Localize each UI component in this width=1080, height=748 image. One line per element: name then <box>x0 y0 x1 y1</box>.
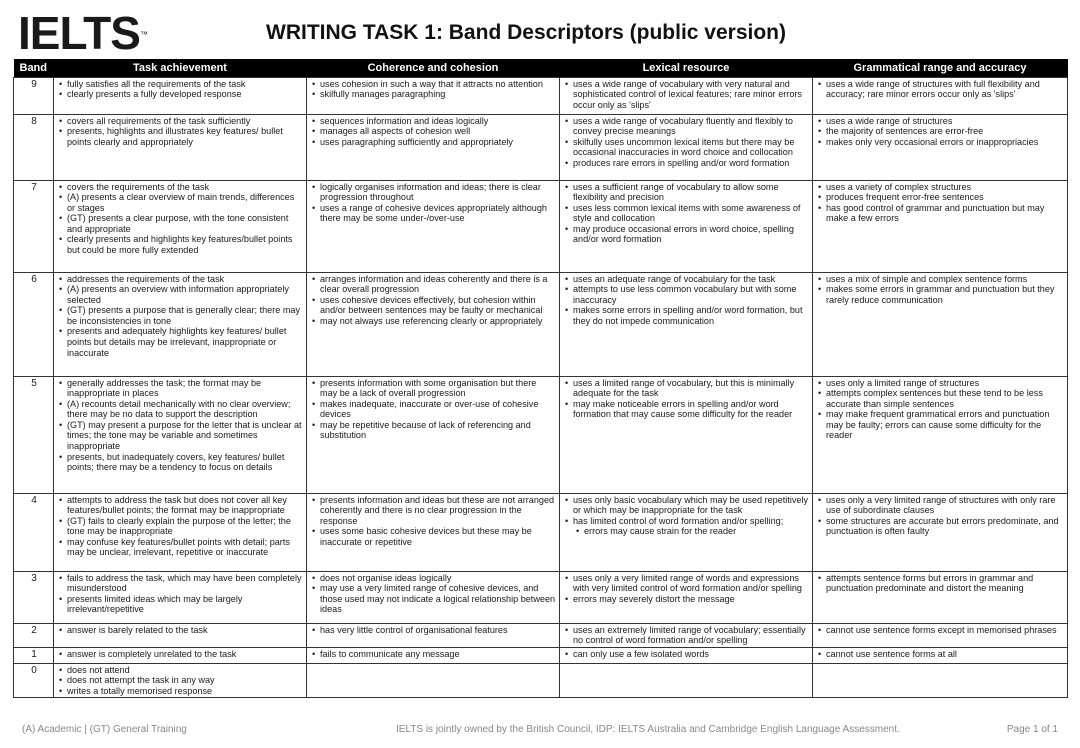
footer-page-number: Page 1 of 1 <box>1006 724 1058 735</box>
descriptor-list <box>311 274 556 327</box>
descriptor-item: • cannot use sentence forms except in memorised phrases <box>817 625 1064 636</box>
descriptor-item: • errors may severely distort the message <box>564 594 809 605</box>
descriptor-item: • (GT) presents a purpose that is generally clear; there may be inconsistencies in tone <box>58 305 303 326</box>
descriptor-item: • attempts sentence forms but errors in grammar and punctuation predominate and distort the meaning <box>817 573 1064 594</box>
band-number: 5 <box>14 376 54 493</box>
descriptor-item: • cannot use sentence forms at all <box>817 649 1064 660</box>
descriptor-list <box>58 79 303 100</box>
descriptor-item: • uses only a very limited range of words and expressions with very limited control of word formation and/or spelling <box>564 573 809 594</box>
descriptor-cell-cc <box>307 493 560 571</box>
descriptor-cell-gr <box>813 376 1068 493</box>
descriptor-item: • answer is barely related to the task <box>58 625 303 636</box>
descriptor-list <box>817 378 1064 442</box>
descriptor-item: • may make noticeable errors in spelling and/or word formation that may cause some difficulty for the reader <box>564 399 809 420</box>
descriptor-item: • uses an extremely limited range of vocabulary; essentially no control of word formation and/or spelling <box>564 625 809 646</box>
descriptor-list <box>311 625 556 636</box>
trademark-symbol: ™ <box>139 30 148 39</box>
page-title: WRITING TASK 1: Band Descriptors (public version) <box>266 21 786 44</box>
descriptor-item: • may confuse key features/bullet points with detail; parts may be unclear, irrelevant, repetitive or inaccurate <box>58 537 303 558</box>
descriptor-list <box>311 182 556 224</box>
descriptor-list <box>58 182 303 256</box>
descriptor-item: • uses a sufficient range of vocabulary to allow some flexibility and precision <box>564 182 809 203</box>
descriptor-cell-ta <box>54 180 307 272</box>
descriptor-list <box>564 649 809 660</box>
descriptor-cell-cc <box>307 272 560 376</box>
descriptor-item: • uses a wide range of structures <box>817 116 1064 127</box>
descriptor-item: • fully satisfies all the requirements of the task <box>58 79 303 90</box>
descriptor-item: • uses a wide range of vocabulary with very natural and sophisticated control of lexical features; rare minor errors occur only as 'slips' <box>564 79 809 111</box>
header-lexical-resource: Lexical resource <box>560 59 813 77</box>
descriptor-item: • clearly presents a fully developed response <box>58 89 303 100</box>
descriptor-list <box>817 573 1064 594</box>
ielts-logo: IELTS™ <box>18 7 148 59</box>
band-number: 9 <box>14 77 54 114</box>
descriptor-item: • uses only basic vocabulary which may be used repetitively or which may be inappropriate for the task <box>564 495 809 516</box>
descriptor-list <box>564 378 809 420</box>
header-grammatical-range: Grammatical range and accuracy <box>813 59 1068 77</box>
descriptor-item: • may produce occasional errors in word choice, spelling and/or word formation <box>564 224 809 245</box>
descriptor-item: • attempts to address the task but does not cover all key features/bullet points; the format may be inappropriate <box>58 495 303 516</box>
descriptor-cell-cc <box>307 663 560 698</box>
descriptor-item: • (A) presents an overview with information appropriately selected <box>58 284 303 305</box>
descriptor-cell-gr <box>813 647 1068 663</box>
footer-ownership: IELTS is jointly owned by the British Council, IDP: IELTS Australia and Cambridge English Language Assessment. <box>396 724 900 735</box>
descriptor-list <box>311 116 556 148</box>
band-descriptor-table <box>13 59 1068 698</box>
descriptor-item: • answer is completely unrelated to the task <box>58 649 303 660</box>
descriptor-item: • has good control of grammar and punctuation but may make a few errors <box>817 203 1064 224</box>
descriptor-item: • presents limited ideas which may be largely irrelevant/repetitive <box>58 594 303 615</box>
descriptor-item: • writes a totally memorised response <box>58 686 303 697</box>
descriptor-list <box>58 665 303 697</box>
descriptor-item: • uses a wide range of structures with full flexibility and accuracy; rare minor errors occur only as 'slips' <box>817 79 1064 100</box>
descriptor-item: • (A) recounts detail mechanically with no clear overview; there may be no data to support the description <box>58 399 303 420</box>
descriptor-list <box>58 649 303 660</box>
descriptor-list <box>311 495 556 548</box>
descriptor-list <box>311 378 556 442</box>
band-row-8 <box>14 114 1068 180</box>
band-row-9 <box>14 77 1068 114</box>
descriptor-item: • may be repetitive because of lack of referencing and substitution <box>311 420 556 441</box>
descriptor-item: • does not attend <box>58 665 303 676</box>
descriptor-cell-cc <box>307 623 560 647</box>
descriptor-cell-ta <box>54 77 307 114</box>
descriptor-cell-ta <box>54 571 307 623</box>
descriptor-item: • attempts complex sentences but these tend to be less accurate than simple sentences <box>817 388 1064 409</box>
descriptor-cell-gr <box>813 114 1068 180</box>
descriptor-item: • may use a very limited range of cohesive devices, and those used may not indicate a logical relationship between ideas <box>311 583 556 615</box>
descriptor-item: • produces frequent error-free sentences <box>817 192 1064 203</box>
header-band: Band <box>14 59 54 77</box>
descriptor-cell-gr <box>813 571 1068 623</box>
band-number: 8 <box>14 114 54 180</box>
descriptor-cell-cc <box>307 77 560 114</box>
band-row-6 <box>14 272 1068 376</box>
descriptor-cell-gr <box>813 272 1068 376</box>
descriptor-cell-lr <box>560 647 813 663</box>
descriptor-list <box>817 274 1064 306</box>
descriptor-cell-cc <box>307 376 560 493</box>
band-row-4 <box>14 493 1068 571</box>
descriptor-item: • uses only a limited range of structures <box>817 378 1064 389</box>
descriptor-cell-lr <box>560 272 813 376</box>
descriptor-item: • has limited control of word formation and/or spelling; <box>564 516 809 527</box>
descriptor-item: • (GT) presents a clear purpose, with the tone consistent and appropriate <box>58 213 303 234</box>
band-row-5 <box>14 376 1068 493</box>
descriptor-item: • (A) presents a clear overview of main trends, differences or stages <box>58 192 303 213</box>
descriptor-item: • skilfully uses uncommon lexical items but there may be occasional inaccuracies in word choice and collocation <box>564 137 809 158</box>
descriptor-cell-lr <box>560 114 813 180</box>
descriptor-cell-cc <box>307 571 560 623</box>
descriptor-item: • generally addresses the task; the format may be inappropriate in places <box>58 378 303 399</box>
descriptor-item: • clearly presents and highlights key features/bullet points but could be more fully extended <box>58 234 303 255</box>
descriptor-cell-gr <box>813 77 1068 114</box>
descriptor-item: • makes inadequate, inaccurate or over-use of cohesive devices <box>311 399 556 420</box>
descriptor-list <box>58 274 303 359</box>
descriptor-cell-ta <box>54 663 307 698</box>
descriptor-list <box>58 495 303 559</box>
descriptor-list <box>564 116 809 169</box>
descriptor-list <box>58 573 303 615</box>
descriptor-cell-ta <box>54 493 307 571</box>
descriptor-item: • uses a wide range of vocabulary fluently and flexibly to convey precise meanings <box>564 116 809 137</box>
descriptor-list <box>817 625 1064 636</box>
header-task-achievement: Task achievement <box>54 59 307 77</box>
descriptor-item: • manages all aspects of cohesion well <box>311 126 556 137</box>
descriptor-item: • uses a variety of complex structures <box>817 182 1064 193</box>
descriptor-list <box>817 649 1064 660</box>
descriptor-item: • makes some errors in grammar and punctuation but they rarely reduce communication <box>817 284 1064 305</box>
descriptor-item: • covers all requirements of the task sufficiently <box>58 116 303 127</box>
descriptor-item: • presents information and ideas but these are not arranged coherently and there is no clear progression in the response <box>311 495 556 527</box>
descriptor-list <box>564 274 809 327</box>
band-number: 2 <box>14 623 54 647</box>
table-header-row <box>14 59 1068 77</box>
descriptor-cell-ta <box>54 623 307 647</box>
descriptor-item: • uses cohesive devices effectively, but cohesion within and/or between sentences may be faulty or mechanical <box>311 295 556 316</box>
descriptor-cell-ta <box>54 272 307 376</box>
descriptor-item: • uses a range of cohesive devices appropriately although there may be some under-/over-use <box>311 203 556 224</box>
descriptor-cell-gr <box>813 180 1068 272</box>
descriptor-item: • (GT) may present a purpose for the letter that is unclear at times; the tone may be variable and sometimes inappropriate <box>58 420 303 452</box>
footer-legend: (A) Academic | (GT) General Training <box>22 724 187 735</box>
descriptor-item: • fails to communicate any message <box>311 649 556 660</box>
descriptor-item: • uses a limited range of vocabulary, but this is minimally adequate for the task <box>564 378 809 399</box>
descriptor-list <box>58 116 303 148</box>
descriptor-cell-lr <box>560 77 813 114</box>
descriptor-subitem: • errors may cause strain for the reader <box>564 526 809 537</box>
descriptor-item: • uses some basic cohesive devices but these may be inaccurate or repetitive <box>311 526 556 547</box>
descriptor-list <box>311 79 556 100</box>
descriptor-item: • can only use a few isolated words <box>564 649 809 660</box>
header-coherence-cohesion: Coherence and cohesion <box>307 59 560 77</box>
descriptor-item: • skilfully manages paragraphing <box>311 89 556 100</box>
descriptor-cell-ta <box>54 114 307 180</box>
band-row-7 <box>14 180 1068 272</box>
descriptor-cell-ta <box>54 376 307 493</box>
descriptor-item: • uses paragraphing sufficiently and appropriately <box>311 137 556 148</box>
descriptor-list <box>564 625 809 646</box>
band-row-3 <box>14 571 1068 623</box>
band-number: 3 <box>14 571 54 623</box>
descriptor-list <box>58 378 303 473</box>
descriptor-item: • may not always use referencing clearly or appropriately <box>311 316 556 327</box>
descriptor-cell-ta <box>54 647 307 663</box>
band-row-0 <box>14 663 1068 698</box>
descriptor-list <box>564 573 809 605</box>
descriptor-item: • uses less common lexical items with some awareness of style and collocation <box>564 203 809 224</box>
descriptor-item: • some structures are accurate but errors predominate, and punctuation is often faulty <box>817 516 1064 537</box>
descriptor-cell-lr <box>560 571 813 623</box>
descriptor-list <box>817 79 1064 100</box>
descriptor-item: • the majority of sentences are error-free <box>817 126 1064 137</box>
descriptor-item: • addresses the requirements of the task <box>58 274 303 285</box>
descriptor-cell-cc <box>307 114 560 180</box>
descriptor-item: • sequences information and ideas logically <box>311 116 556 127</box>
descriptor-item: • makes some errors in spelling and/or word formation, but they do not impede communication <box>564 305 809 326</box>
descriptor-item: • presents and adequately highlights key features/ bullet points but details may be irrelevant, inappropriate or inaccurate <box>58 326 303 358</box>
band-row-1 <box>14 647 1068 663</box>
band-number: 1 <box>14 647 54 663</box>
descriptor-item: • has very little control of organisational features <box>311 625 556 636</box>
descriptor-cell-lr <box>560 180 813 272</box>
descriptor-item: • uses only a very limited range of structures with only rare use of subordinate clauses <box>817 495 1064 516</box>
descriptor-item: • makes only very occasional errors or inappropriacies <box>817 137 1064 148</box>
descriptor-item: • produces rare errors in spelling and/or word formation <box>564 158 809 169</box>
descriptor-item: • presents, highlights and illustrates key features/ bullet points clearly and appropriately <box>58 126 303 147</box>
descriptor-item: • attempts to use less common vocabulary but with some inaccuracy <box>564 284 809 305</box>
descriptor-cell-gr <box>813 663 1068 698</box>
descriptor-list <box>311 649 556 660</box>
descriptor-cell-cc <box>307 647 560 663</box>
descriptor-item: • logically organises information and ideas; there is clear progression throughout <box>311 182 556 203</box>
descriptor-cell-lr <box>560 493 813 571</box>
descriptor-item: • arranges information and ideas coherently and there is a clear overall progression <box>311 274 556 295</box>
band-row-2 <box>14 623 1068 647</box>
descriptor-item: • uses a mix of simple and complex sentence forms <box>817 274 1064 285</box>
descriptor-item: • fails to address the task, which may have been completely misunderstood <box>58 573 303 594</box>
band-number: 0 <box>14 663 54 698</box>
descriptor-cell-lr <box>560 623 813 647</box>
descriptor-cell-gr <box>813 493 1068 571</box>
descriptor-cell-lr <box>560 663 813 698</box>
descriptor-list <box>817 116 1064 148</box>
descriptor-item: • uses an adequate range of vocabulary for the task <box>564 274 809 285</box>
descriptor-cell-gr <box>813 623 1068 647</box>
descriptor-item: • (GT) fails to clearly explain the purpose of the letter; the tone may be inappropriate <box>58 516 303 537</box>
band-number: 4 <box>14 493 54 571</box>
descriptor-item: • does not organise ideas logically <box>311 573 556 584</box>
descriptor-item: • does not attempt the task in any way <box>58 675 303 686</box>
descriptor-item: • covers the requirements of the task <box>58 182 303 193</box>
descriptor-item: • presents, but inadequately covers, key features/ bullet points; there may be a tendency to focus on details <box>58 452 303 473</box>
descriptor-list <box>817 495 1064 537</box>
descriptor-item: • may make frequent grammatical errors and punctuation may be faulty; errors can cause some difficulty for the reader <box>817 409 1064 441</box>
descriptor-list <box>311 573 556 615</box>
descriptor-list <box>58 625 303 636</box>
descriptor-item: • uses cohesion in such a way that it attracts no attention <box>311 79 556 90</box>
descriptor-list <box>564 182 809 246</box>
descriptor-list <box>564 495 809 537</box>
band-number: 7 <box>14 180 54 272</box>
descriptor-list <box>817 182 1064 224</box>
descriptor-item: • presents information with some organisation but there may be a lack of overall progression <box>311 378 556 399</box>
band-number: 6 <box>14 272 54 376</box>
descriptor-cell-lr <box>560 376 813 493</box>
descriptor-cell-cc <box>307 180 560 272</box>
descriptor-list <box>564 79 809 111</box>
